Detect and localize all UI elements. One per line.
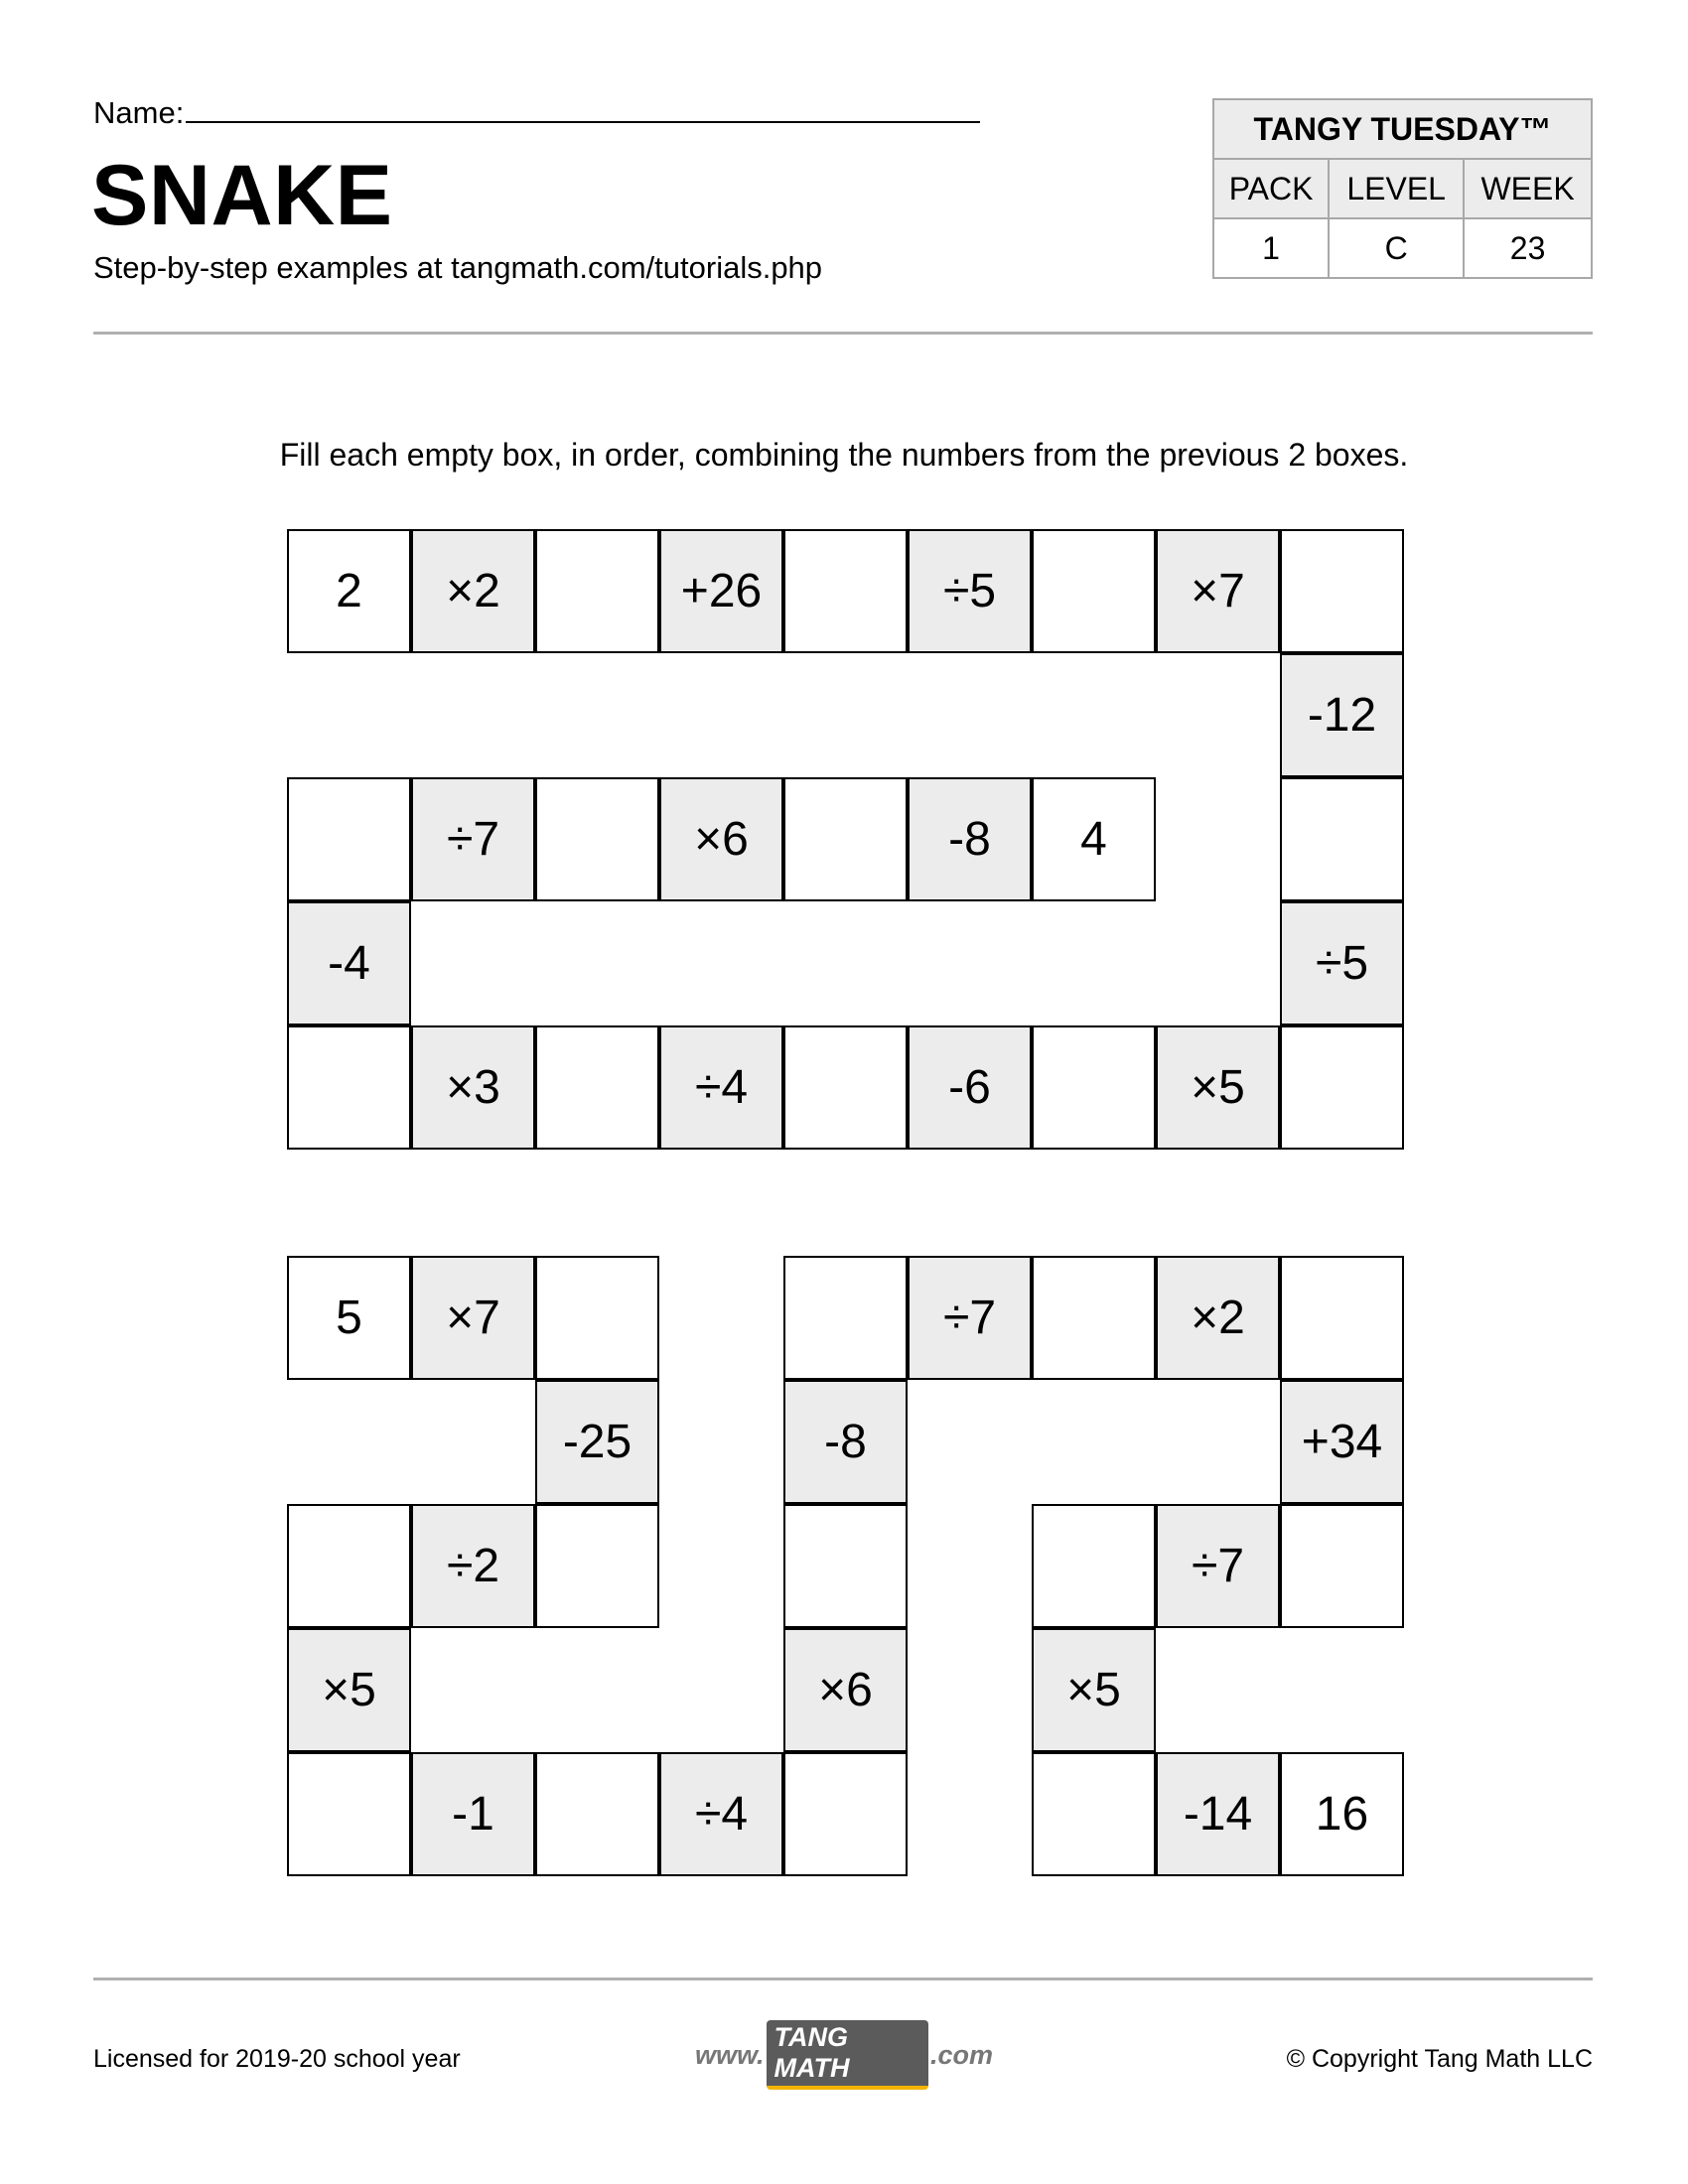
answer-box[interactable] xyxy=(1280,1256,1404,1380)
operation-box: ÷5 xyxy=(908,529,1032,653)
given-number-box: 4 xyxy=(1032,777,1156,901)
operation-box: ÷7 xyxy=(411,777,535,901)
week-label: WEEK xyxy=(1464,159,1592,218)
answer-box[interactable] xyxy=(535,1025,659,1150)
answer-box[interactable] xyxy=(287,777,411,901)
tangmath-logo xyxy=(695,2022,993,2083)
answer-box[interactable] xyxy=(535,777,659,901)
info-table-title: TANGY TUESDAY™ xyxy=(1213,99,1592,159)
answer-box[interactable] xyxy=(1032,1256,1156,1380)
operation-box: -25 xyxy=(535,1380,659,1504)
name-line xyxy=(93,95,980,131)
operation-box: ÷7 xyxy=(1156,1504,1280,1628)
instructions: Fill each empty box, in order, combining the numbers from the previous 2 boxes. xyxy=(279,437,1409,473)
level-value: C xyxy=(1329,218,1464,278)
answer-box[interactable] xyxy=(1280,1025,1404,1150)
operation-box: ×7 xyxy=(1156,529,1280,653)
operation-box: ×5 xyxy=(1156,1025,1280,1150)
operation-box: -12 xyxy=(1280,653,1404,777)
license-text: Licensed for 2019-20 school year xyxy=(93,2045,461,2073)
logo-suffix: .com xyxy=(929,2039,993,2070)
answer-box[interactable] xyxy=(783,1025,908,1150)
operation-box: ×5 xyxy=(287,1628,411,1752)
operation-box: ÷4 xyxy=(659,1752,783,1876)
answer-box[interactable] xyxy=(1032,1752,1156,1876)
operation-box: -8 xyxy=(783,1380,908,1504)
tutorial-link-text: Step-by-step examples at tangmath.com/tutorials.php xyxy=(93,250,823,285)
week-value: 23 xyxy=(1464,218,1592,278)
operation-box: ×2 xyxy=(411,529,535,653)
answer-box[interactable] xyxy=(783,777,908,901)
answer-box[interactable] xyxy=(1032,1504,1156,1628)
operation-box: -1 xyxy=(411,1752,535,1876)
answer-box[interactable] xyxy=(287,1025,411,1150)
answer-box[interactable] xyxy=(1032,529,1156,653)
page-title: SNAKE xyxy=(91,148,393,243)
pack-value: 1 xyxy=(1213,218,1329,278)
answer-box[interactable] xyxy=(287,1752,411,1876)
name-label: Name: xyxy=(93,95,185,130)
answer-box[interactable] xyxy=(783,1256,908,1380)
name-blank[interactable] xyxy=(186,121,980,123)
answer-box[interactable] xyxy=(535,1504,659,1628)
answer-box[interactable] xyxy=(535,529,659,653)
answer-box[interactable] xyxy=(783,1752,908,1876)
answer-box[interactable] xyxy=(535,1256,659,1380)
footer-divider xyxy=(93,1978,1593,1980)
pack-label: PACK xyxy=(1213,159,1329,218)
operation-box: ÷4 xyxy=(659,1025,783,1150)
given-number-box: 5 xyxy=(287,1256,411,1380)
operation-box: ×2 xyxy=(1156,1256,1280,1380)
logo-brand: TANG MATH xyxy=(767,2020,928,2090)
answer-box[interactable] xyxy=(287,1504,411,1628)
operation-box: ÷2 xyxy=(411,1504,535,1628)
operation-box: ×3 xyxy=(411,1025,535,1150)
answer-box[interactable] xyxy=(535,1752,659,1876)
operation-box: ÷7 xyxy=(908,1256,1032,1380)
operation-box: ×6 xyxy=(783,1628,908,1752)
operation-box: ×7 xyxy=(411,1256,535,1380)
operation-box: ×6 xyxy=(659,777,783,901)
answer-box[interactable] xyxy=(1280,529,1404,653)
operation-box: -6 xyxy=(908,1025,1032,1150)
answer-box[interactable] xyxy=(783,1504,908,1628)
logo-prefix: www. xyxy=(695,2039,765,2070)
copyright-text: © Copyright Tang Math LLC xyxy=(1286,2045,1593,2073)
operation-box: +26 xyxy=(659,529,783,653)
level-label: LEVEL xyxy=(1329,159,1464,218)
operation-box: -4 xyxy=(287,901,411,1025)
operation-box: ×5 xyxy=(1032,1628,1156,1752)
info-table xyxy=(1212,98,1593,279)
answer-box[interactable] xyxy=(1032,1025,1156,1150)
answer-box[interactable] xyxy=(1280,777,1404,901)
answer-box[interactable] xyxy=(783,529,908,653)
given-number-box: 2 xyxy=(287,529,411,653)
answer-box[interactable] xyxy=(1280,1504,1404,1628)
header-divider xyxy=(93,332,1593,335)
operation-box: +34 xyxy=(1280,1380,1404,1504)
operation-box: -8 xyxy=(908,777,1032,901)
operation-box: ÷5 xyxy=(1280,901,1404,1025)
operation-box: -14 xyxy=(1156,1752,1280,1876)
given-number-box: 16 xyxy=(1280,1752,1404,1876)
